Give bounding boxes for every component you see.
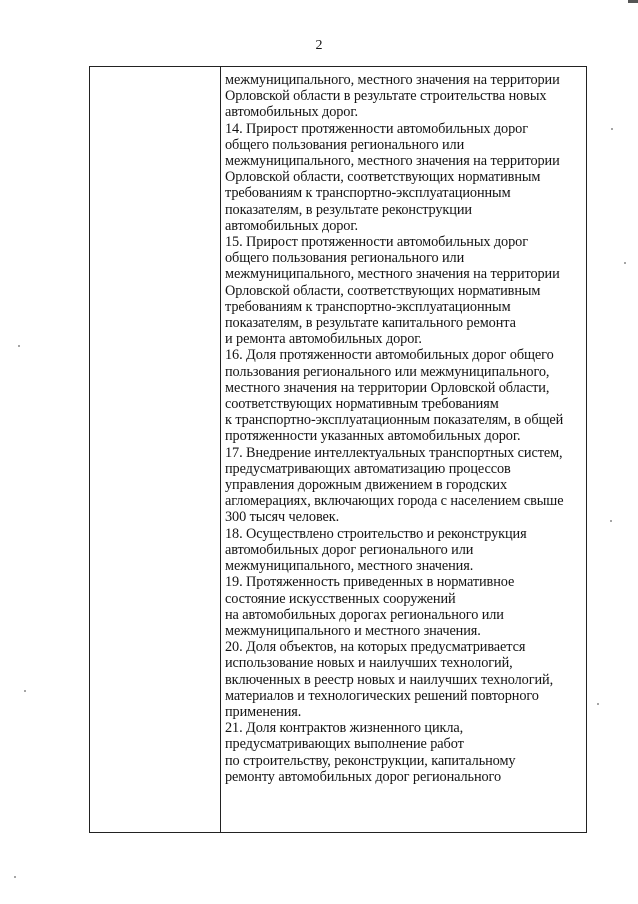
text-line: общего пользования регионального или: [225, 250, 465, 267]
text-line: соответствующих нормативным требованиям: [225, 396, 499, 413]
text-line: применения.: [225, 703, 302, 720]
table-text-column: [225, 72, 585, 785]
text-line: по строительству, реконструкции, капитальному: [225, 752, 516, 769]
text-line: протяженности указанных автомобильных дорог.: [225, 428, 521, 445]
text-line: межмуниципального, местного значения на территории: [225, 153, 560, 170]
page-number: 2: [315, 38, 323, 53]
text-line: 21. Доля контрактов жизненного цикла,: [225, 720, 464, 737]
text-line: управления дорожным движением в городских: [225, 477, 508, 494]
text-line: использование новых и наилучших технологий,: [225, 655, 513, 672]
text-line: 300 тысяч человек.: [225, 509, 340, 526]
text-line: предусматривающих автоматизацию процессов: [225, 460, 511, 477]
text-line: 19. Протяженность приведенных в нормативное: [225, 574, 515, 591]
text-line: требованиям к транспортно-эксплуатационным: [225, 298, 511, 315]
text-line: 15. Прирост протяженности автомобильных дорог: [225, 234, 528, 251]
text-line: межмуниципального, местного значения на территории: [225, 72, 560, 88]
text-line: пользования регионального или межмуниципального,: [225, 363, 550, 380]
text-line: Орловской области, соответствующих нормативным: [225, 169, 541, 186]
text-line: местного значения на территории Орловской области,: [225, 379, 550, 396]
scan-speck: [597, 703, 599, 705]
scan-edge-mark: [628, 0, 638, 3]
scan-speck: [611, 128, 613, 130]
text-line: 18. Осуществлено строительство и реконструкция: [225, 525, 527, 542]
scan-speck: [610, 520, 612, 522]
text-line: показателям, в результате реконструкции: [225, 201, 472, 218]
text-line: 16. Доля протяженности автомобильных дорог общего: [225, 347, 554, 364]
text-line: 17. Внедрение интеллектуальных транспортных систем,: [225, 444, 563, 461]
text-line: ремонту автомобильных дорог регионального: [225, 768, 502, 785]
text-line: показателям, в результате капитального ремонта: [225, 315, 516, 332]
text-line: общего пользования регионального или: [225, 136, 465, 153]
text-line: 14. Прирост протяженности автомобильных дорог: [225, 120, 528, 137]
table-left-column: [90, 67, 221, 832]
text-line: материалов и технологических решений повторного: [225, 687, 539, 704]
text-line: к транспортно-эксплуатационным показателям, в общей: [225, 412, 564, 429]
text-line: Орловской области, соответствующих нормативным: [225, 282, 541, 299]
text-line: на автомобильных дорогах регионального или: [225, 606, 504, 623]
text-line: автомобильных дорог регионального или: [225, 541, 474, 558]
text-line: и ремонта автомобильных дорог.: [225, 331, 422, 348]
scan-speck: [24, 690, 26, 692]
text-line: автомобильных дорог.: [225, 217, 358, 234]
indicator-table: [89, 66, 587, 833]
scan-speck: [18, 345, 20, 347]
text-line: 20. Доля объектов, на которых предусматривается: [225, 639, 526, 656]
text-line: предусматривающих выполнение работ: [225, 736, 464, 753]
text-line: состояние искусственных сооружений: [225, 590, 456, 607]
text-line: межмуниципального и местного значения.: [225, 622, 481, 639]
text-line: включенных в реестр новых и наилучших технологий,: [225, 671, 554, 688]
text-line: межмуниципального, местного значения.: [225, 558, 474, 575]
scan-speck: [624, 262, 626, 264]
text-line: автомобильных дорог.: [225, 104, 358, 121]
scan-speck: [14, 876, 16, 878]
text-line: агломерациях, включающих города с населением свыше: [225, 493, 564, 510]
text-line: требованиям к транспортно-эксплуатационным: [225, 185, 511, 202]
text-line: Орловской области в результате строительства новых: [225, 88, 547, 105]
text-line: межмуниципального, местного значения на территории: [225, 266, 560, 283]
